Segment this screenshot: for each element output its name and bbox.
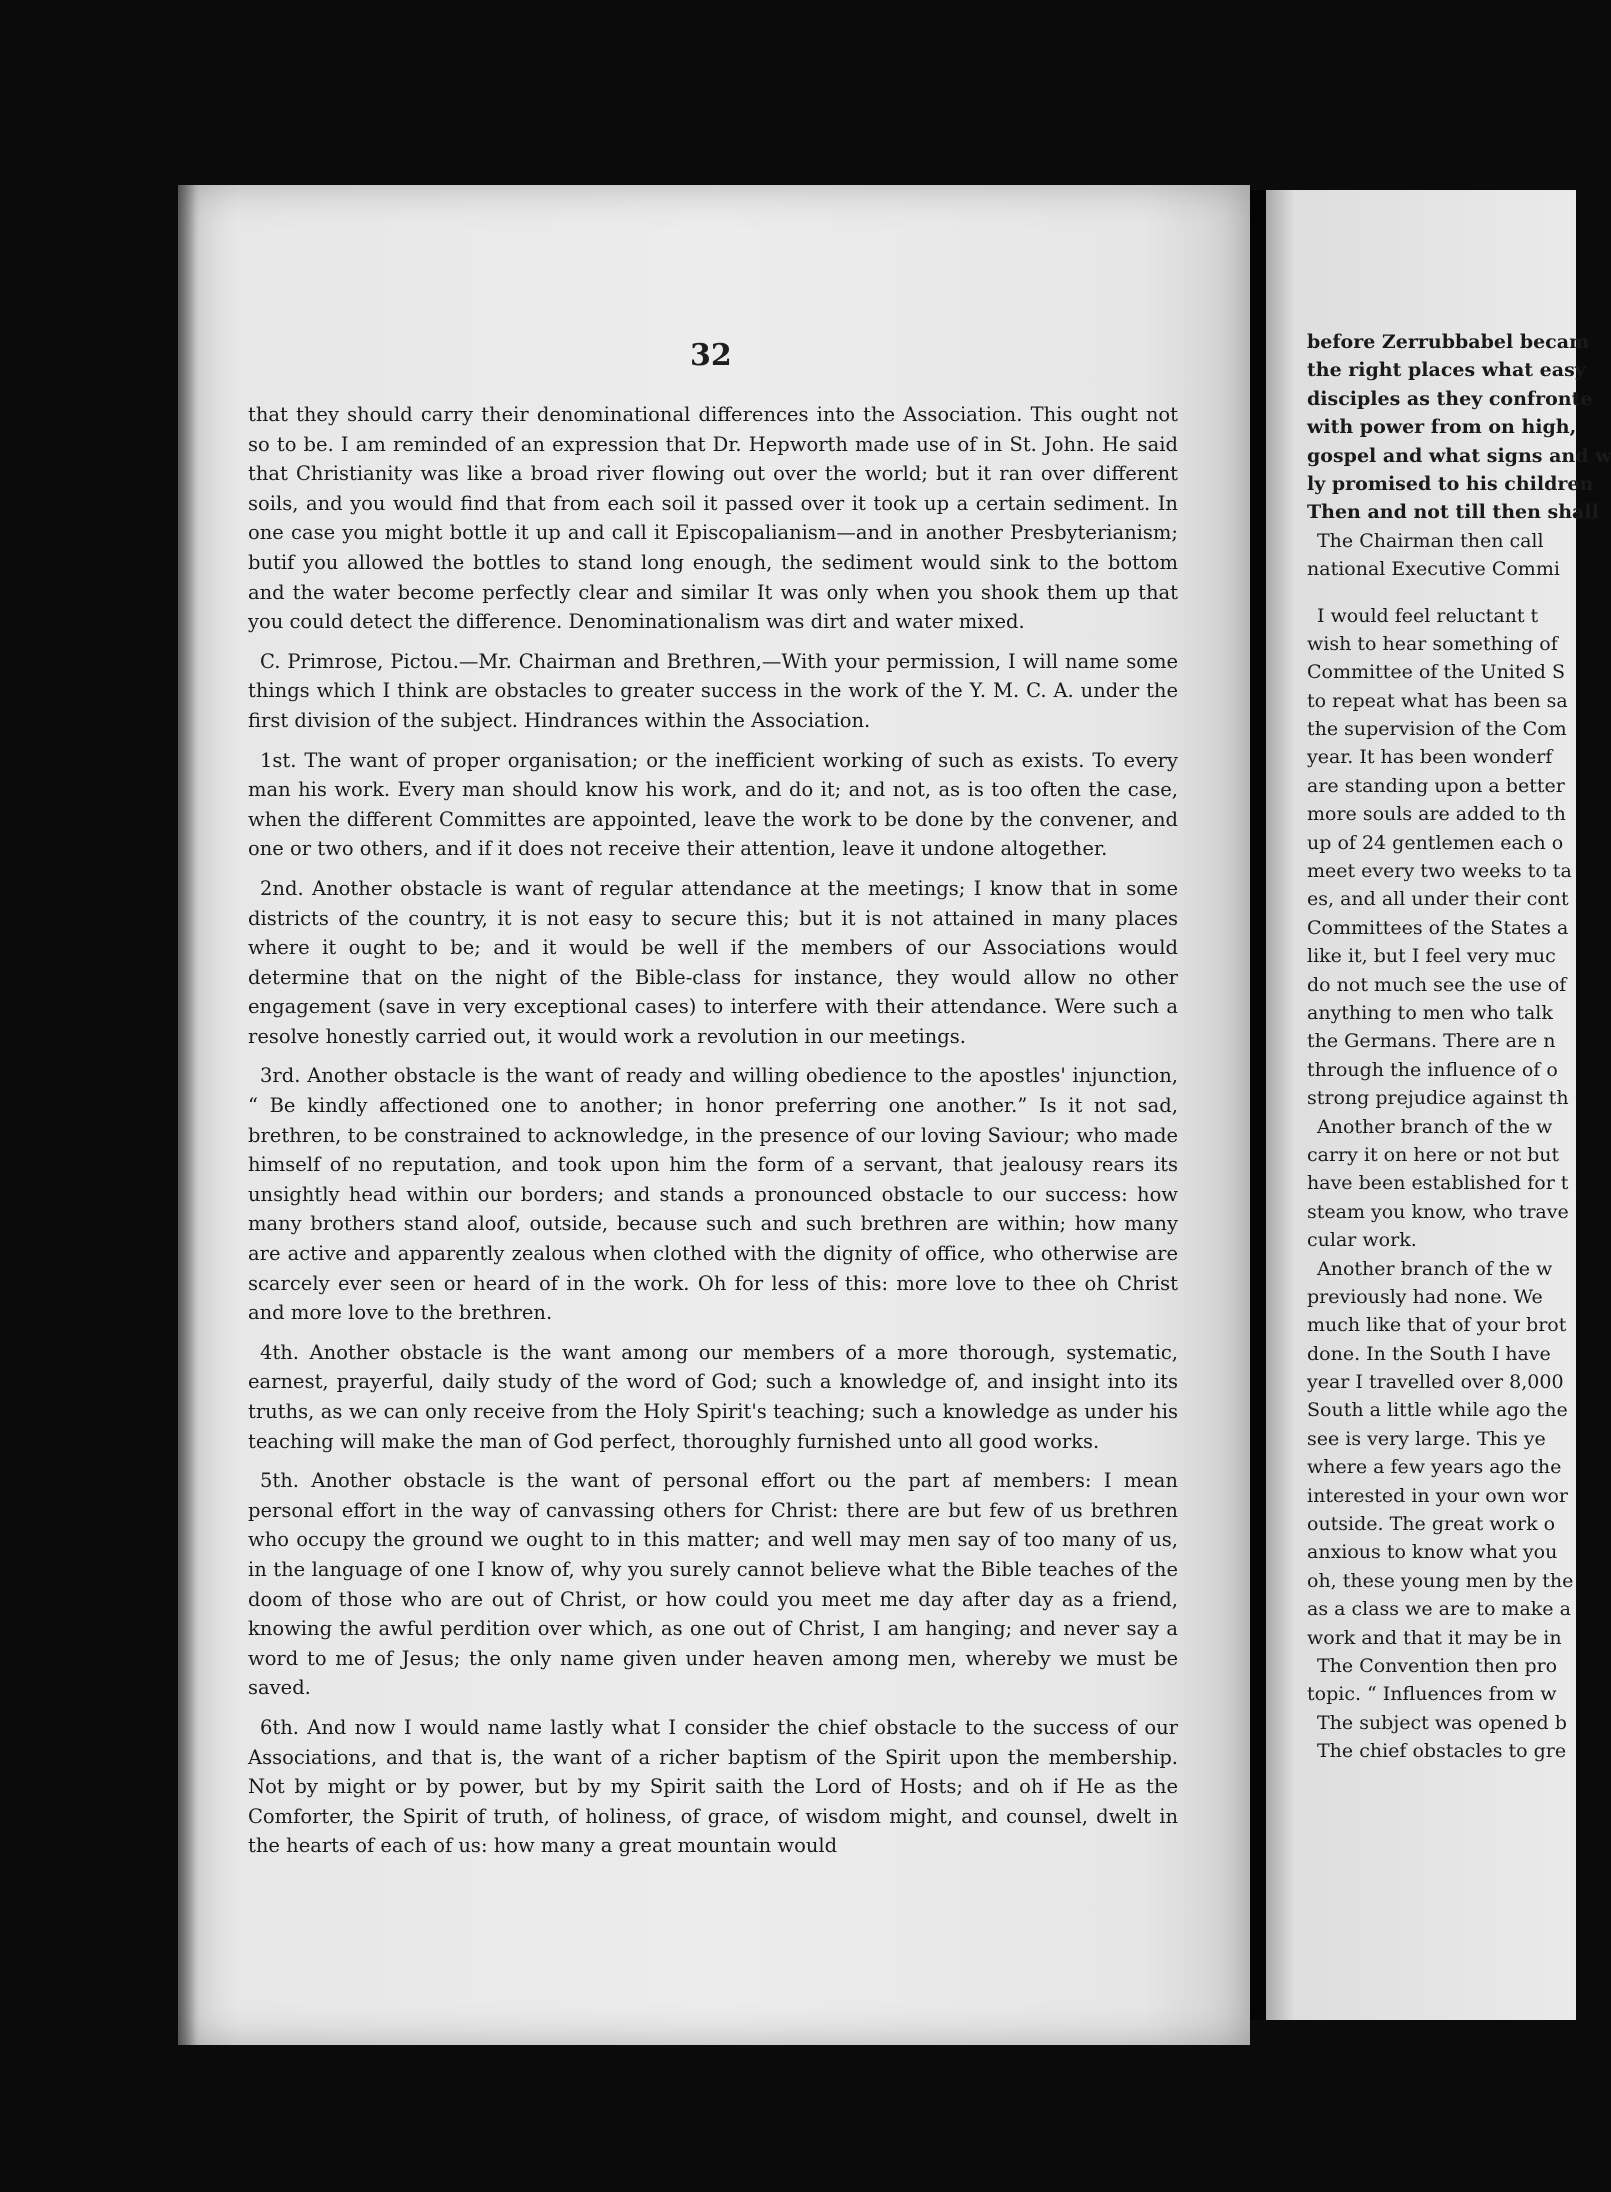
right-line: oh, these young men by the: [1307, 1569, 1574, 1592]
paragraph-second-obstacle: 2nd. Another obstacle is want of regular attendance at the meetings; I know that in some districts of the country, it is not easy to secure this; but it is not attained in many places where it ought to be; and it would be well if the members of our Associations would determine that on the night of the Bible-class for instance, they would allow no other engagement (save in very exceptional cases) to interfere with their attendance. Were such a resolve honestly carried out, it would work a revolution in our meetings.: [248, 876, 1178, 1048]
right-line: national Executive Commi: [1307, 558, 1560, 581]
right-line: es, and all under their cont: [1307, 888, 1569, 911]
right-page-text: [1307, 328, 1611, 1766]
right-line: done. In the South I have: [1307, 1342, 1551, 1365]
book-gutter: [1250, 190, 1266, 2020]
right-line: up of 24 gentlemen each o: [1307, 831, 1564, 854]
right-line: outside. The great work o: [1307, 1513, 1556, 1536]
paragraph-third-obstacle: 3rd. Another obstacle is the want of ready and willing obedience to the apostles' injunction, “ Be kindly affectioned one to another; in honor preferring one another.” Is it not sad, brethren, to be constrained to acknowledge, in the presence of our loving Saviour; who made himself of no reputation, and took upon him the form of a servant, that jealousy rears its unsightly head within our borders; and stands a pronounced obstacle to our success: how many brothers stand aloof, outside, because such and such brethren are within; how many are active and apparently zealous when clothed with the dignity of office, who otherwise are scarcely ever seen or heard of in the work. Oh for less of this: more love to thee oh Christ and more love to the brethren.: [248, 1064, 1178, 1325]
right-line: The chief obstacles to gre: [1317, 1740, 1567, 1763]
right-line: year. It has been wonderf: [1307, 746, 1553, 769]
right-line: see is very large. This ye: [1307, 1427, 1546, 1450]
right-line: like it, but I feel very muc: [1307, 945, 1556, 968]
right-line: I would feel reluctant t: [1317, 604, 1539, 627]
right-line: the supervision of the Com: [1307, 718, 1567, 741]
right-gap: [1307, 584, 1607, 602]
right-line: The subject was opened b: [1317, 1711, 1567, 1734]
paragraph-first-obstacle: 1st. The want of proper organisation; or the inefficient working of such as exists. To every man his work. Every man should know his work, and do it; and not, as is too often the case, when the different Committes are appointed, leave the work to be done by the convener, and one or two others, and if it does not receive their attention, leave it undone altogether.: [248, 748, 1178, 861]
right-line: ly promised to his children: [1307, 472, 1594, 495]
right-line: year I travelled over 8,000: [1307, 1371, 1564, 1394]
right-line: cular work.: [1307, 1229, 1417, 1252]
paragraph-continuation: that they should carry their denominational differences into the Association. This ought not so to be. I am reminded of an expression that Dr. Hepworth made use of in St. John. He said that Christianity was like a broad river flowing out over the world; but it ran over different soils, and you would find that from each soil it passed over it took up a certain sediment. In one case you might bottle it up and call it Episcopalianism—and in another Presbyterianism; butif you allowed the bottles to stand long enough, the sediment would sink to the bottom and the water become perfectly clear and similar It was only when you shook them up that you could detect the difference. Denominationalism was dirt and water mixed.: [248, 403, 1178, 634]
right-line: Another branch of the w: [1317, 1115, 1553, 1138]
right-line: before Zerrubbabel becam: [1307, 331, 1590, 353]
right-line: anything to men who talk: [1307, 1001, 1553, 1024]
paragraph-primrose-intro: C. Primrose, Pictou.—Mr. Chairman and Brethren,—With your permission, I will name some things which I think are obstacles to greater success in the work of the Y. M. C. A. under the first division of the subject. Hindrances within the Association.: [248, 649, 1178, 732]
right-line: strong prejudice against th: [1307, 1087, 1569, 1110]
page-number: 32: [690, 338, 732, 373]
right-line: to repeat what has been sa: [1307, 689, 1568, 712]
right-line: meet every two weeks to ta: [1307, 860, 1572, 883]
right-line: as a class we are to make a: [1307, 1598, 1571, 1621]
right-line: The Convention then pro: [1317, 1654, 1558, 1677]
right-line: the Germans. There are n: [1307, 1030, 1556, 1053]
right-line: disciples as they confronte: [1307, 387, 1593, 410]
right-line: do not much see the use of: [1307, 973, 1567, 996]
right-line: Then and not till then shall: [1307, 501, 1599, 524]
right-line: where a few years ago the: [1307, 1456, 1562, 1479]
paragraph-fourth-obstacle: 4th. Another obstacle is the want among our members of a more thorough, systematic, earnest, prayerful, daily study of the word of God; such a knowledge of, and insight into its truths, as we can only receive from the Holy Spirit's teaching; such a knowledge as under his teaching will make the man of God perfect, thoroughly furnished unto all good works.: [248, 1340, 1178, 1453]
main-text-column: [248, 400, 1178, 1871]
right-line: steam you know, who trave: [1307, 1200, 1569, 1223]
right-line: carry it on here or not but: [1307, 1143, 1560, 1166]
right-line: wish to hear something of: [1307, 632, 1558, 655]
right-line: Another branch of the w: [1317, 1257, 1553, 1280]
right-line: South a little while ago the: [1307, 1399, 1568, 1422]
right-line: The Chairman then call: [1317, 529, 1544, 552]
right-line: previously had none. We: [1307, 1285, 1543, 1308]
right-line: Committee of the United S: [1307, 661, 1565, 684]
right-line: interested in your own wor: [1307, 1484, 1568, 1507]
page-shadow: [178, 185, 196, 2045]
right-line: have been established for t: [1307, 1172, 1569, 1195]
right-line: are standing upon a better: [1307, 774, 1565, 797]
right-line: Committees of the States a: [1307, 916, 1569, 939]
right-line: topic. “ Influences from w: [1307, 1683, 1557, 1706]
paragraph-fifth-obstacle: 5th. Another obstacle is the want of personal effort ou the part af members: I mean personal effort in the way of canvassing others for Christ: there are but few of us brethren who occupy the ground we ought to in this matter; and well may men say of too many of us, in the language of one I know of, why you surely cannot believe what the Bible teaches of the doom of those who are out of Christ, or how could you meet me day after day as a friend, knowing the awful perdition over which, as one out of Christ, I am hanging; and never say a word to me of Jesus; the only name given under heaven among men, whereby we must be saved.: [248, 1469, 1178, 1700]
right-line: much like that of your brot: [1307, 1314, 1567, 1337]
right-line: gospel and what signs and w: [1307, 444, 1611, 467]
right-line: through the influence of o: [1307, 1058, 1558, 1081]
right-line: anxious to know what you: [1307, 1541, 1558, 1564]
right-line: with power from on high,: [1307, 416, 1577, 439]
right-line: more souls are added to th: [1307, 803, 1566, 826]
right-line: the right places what easy: [1307, 359, 1586, 382]
right-line: work and that it may be in: [1307, 1626, 1562, 1649]
paragraph-sixth-obstacle: 6th. And now I would name lastly what I consider the chief obstacle to the success of our Associations, and that is, the want of a richer baptism of the Spirit upon the membership. Not by might or by power, but by my Spirit saith the Lord of Hosts; and oh if He as the Comforter, the Spirit of truth, of holiness, of grace, of wisdom might, and counsel, dwelt in the hearts of each of us: how many a great mountain would: [248, 1715, 1178, 1858]
